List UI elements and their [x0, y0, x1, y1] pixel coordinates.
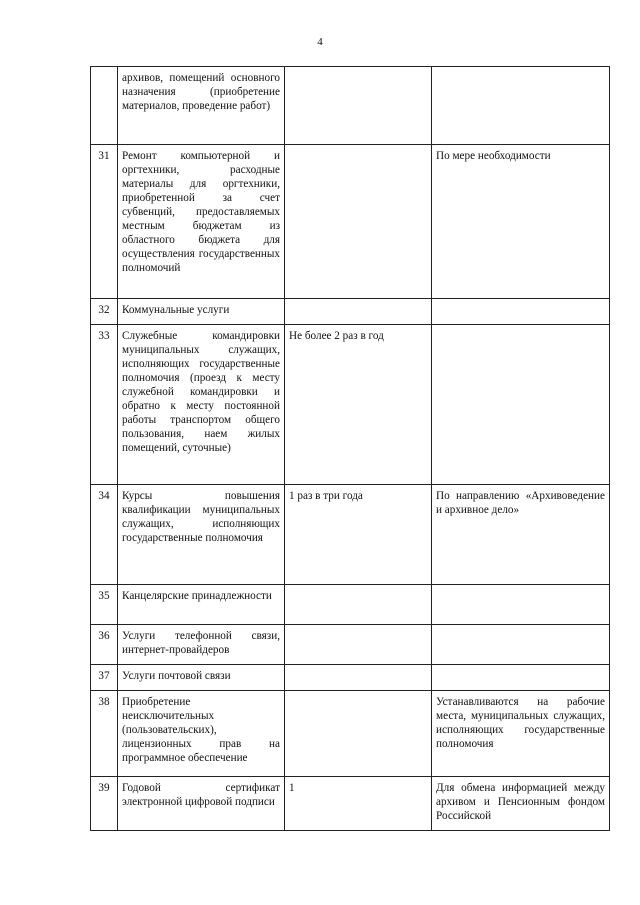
expense-norm: [285, 299, 432, 325]
expense-name: Годовой сертификат электронной цифровой подписи: [118, 777, 285, 831]
expense-note: Устанавливаются на рабочие места, муниципальных служащих, исполняющих государственные полномочия: [432, 691, 610, 777]
table-row: [91, 67, 610, 145]
row-number: 31: [91, 145, 118, 299]
table-row: [91, 325, 610, 485]
row-number: 32: [91, 299, 118, 325]
row-number: 33: [91, 325, 118, 485]
expense-name: архивов, помещений основного назначения (приобретение материалов, проведение работ): [118, 67, 285, 145]
expense-name: Услуги почтовой связи: [118, 665, 285, 691]
row-number: 39: [91, 777, 118, 831]
expense-note: [432, 299, 610, 325]
expense-name: Канцелярские принадлежности: [118, 585, 285, 625]
table-row: [91, 585, 610, 625]
expense-note: [432, 625, 610, 665]
table-row: [91, 625, 610, 665]
expense-note: [432, 665, 610, 691]
expense-norm: [285, 145, 432, 299]
expense-name: Услуги телефонной связи, интернет-провайдеров: [118, 625, 285, 665]
page-number: 4: [317, 36, 323, 48]
expense-norm: Не более 2 раз в год: [285, 325, 432, 485]
row-number: 34: [91, 485, 118, 585]
expense-name: Ремонт компьютерной и оргтехники, расходные материалы для оргтехники, приобретенной за счет субвенций, предоставляемых местным бюджетам из областного бюджета для осуществления государственных полномочий: [118, 145, 285, 299]
row-number: 38: [91, 691, 118, 777]
expense-note: По мере необходимости: [432, 145, 610, 299]
expense-norm: [285, 585, 432, 625]
expense-note: [432, 585, 610, 625]
expense-norm: [285, 665, 432, 691]
expense-norms-table: [90, 66, 610, 831]
row-number: [91, 67, 118, 145]
expense-norm: [285, 625, 432, 665]
expense-note: По направлению «Архивоведение и архивное дело»: [432, 485, 610, 585]
table-row: [91, 145, 610, 299]
table-row: [91, 777, 610, 831]
expense-name: Коммунальные услуги: [118, 299, 285, 325]
expense-name: Приобретение неисключительных (пользовательских), лицензионных прав на программное обеспечение: [118, 691, 285, 777]
expense-norm: 1 раз в три года: [285, 485, 432, 585]
table-row: [91, 485, 610, 585]
expense-norm: 1: [285, 777, 432, 831]
expense-norm: [285, 67, 432, 145]
expense-norm: [285, 691, 432, 777]
table-row: [91, 691, 610, 777]
expense-name: Курсы повышения квалификации муниципальных служащих, исполняющих государственные полномочия: [118, 485, 285, 585]
expense-name: Служебные командировки муниципальных служащих, исполняющих государственные полномочия (проезд к месту служебной командировки и обратно к месту постоянной работы транспортом общего пользования, наем жилых помещений, суточные): [118, 325, 285, 485]
expense-note: [432, 67, 610, 145]
expense-note: [432, 325, 610, 485]
row-number: 35: [91, 585, 118, 625]
row-number: 37: [91, 665, 118, 691]
expense-note: Для обмена информацией между архивом и Пенсионным фондом Российской: [432, 777, 610, 831]
table-row: [91, 665, 610, 691]
table-row: [91, 299, 610, 325]
row-number: 36: [91, 625, 118, 665]
